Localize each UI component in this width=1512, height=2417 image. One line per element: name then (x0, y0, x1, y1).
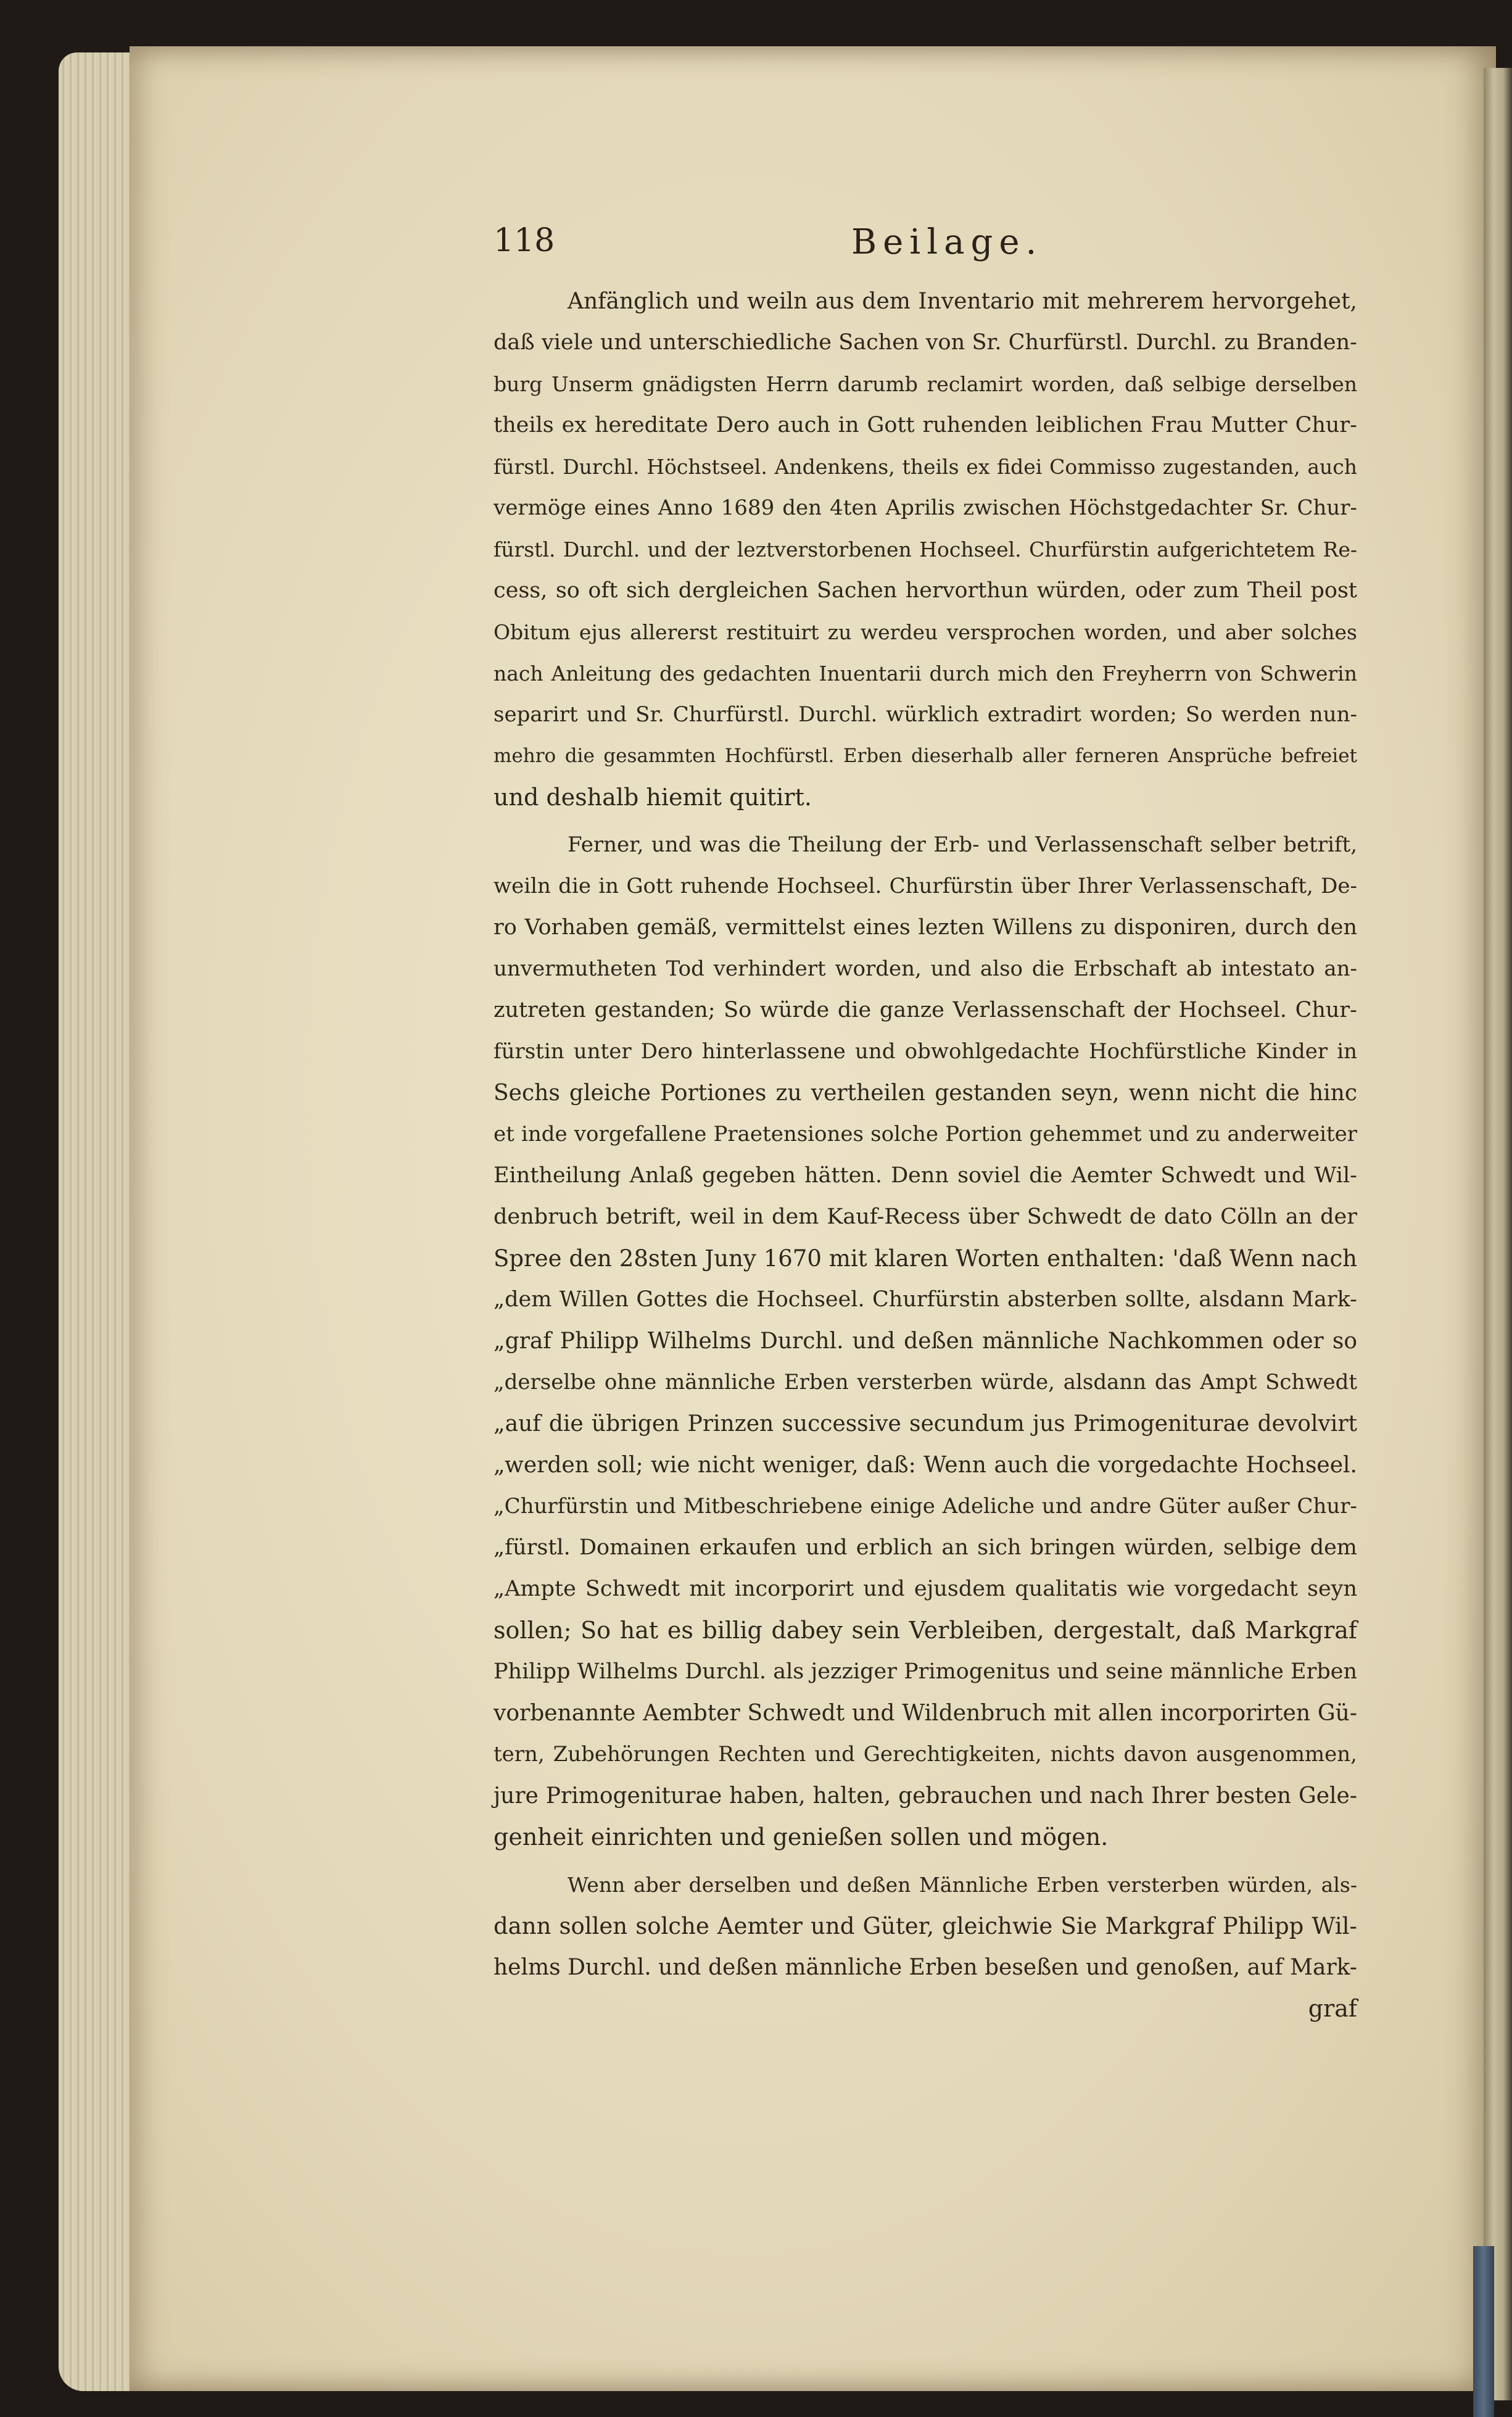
text-line: burg Unserm gnädigsten Herrn darumb reclamirt worden, daß selbige derselben (494, 372, 1357, 396)
text-line: fürstl. Durchl. Höchstseel. Andenkens, theils ex fidei Commisso zugestanden, auch (494, 455, 1357, 479)
text-line: cess, so oft sich dergleichen Sachen hervorthun würden, oder zum Theil post (494, 578, 1357, 603)
text-line: Eintheilung Anlaß gegeben hätten. Denn soviel die Aemter Schwedt und Wil- (494, 1163, 1357, 1188)
text-line: „auf die übrigen Prinzen successive secundum jus Primogeniturae devolvirt (494, 1411, 1357, 1437)
text-line: vorbenannte Aembter Schwedt und Wildenbruch mit allen incorporirten Gü- (494, 1701, 1357, 1726)
text-line: daß viele und unterschiedliche Sachen von Sr. Churfürstl. Durchl. zu Branden- (494, 330, 1357, 355)
bookmark-ribbon (1473, 2246, 1494, 2417)
text-line: fürstl. Durchl. und der leztverstorbenen Hochseel. Churfürstin aufgerichtetem Re- (494, 537, 1357, 562)
text-line: Obitum ejus allererst restituirt zu werdeu versprochen worden, und aber solches (494, 620, 1357, 644)
text-line: denbruch betrift, weil in dem Kauf-Recess über Schwedt de dato Cölln an der (494, 1204, 1357, 1229)
text-line: „Churfürstin und Mitbeschriebene einige Adeliche und andre Güter außer Chur- (494, 1494, 1357, 1519)
facing-page-edge (1484, 68, 1512, 2400)
text-line: Ferner, und was die Theilung der Erb- und Verlassenschaft selber betrift, (568, 832, 1357, 857)
text-line: Wenn aber derselben und deßen Männliche Erben versterben würden, als- (568, 1873, 1357, 1897)
text-line: fürstin unter Dero hinterlassene und obwohlgedachte Hochfürstliche Kinder in (494, 1039, 1357, 1064)
text-line: „derselbe ohne männliche Erben versterben würde, alsdann das Ampt Schwedt (494, 1370, 1357, 1395)
text-line: weiln die in Gott ruhende Hochseel. Churfürstin über Ihrer Verlassenschaft, De- (494, 874, 1357, 898)
text-line: tern, Zubehörungen Rechten und Gerechtigkeiten, nichts davon ausgenommen, (494, 1742, 1357, 1767)
text-line: ro Vorhaben gemäß, vermittelst eines lezten Willens zu disponiren, durch den (494, 915, 1357, 940)
text-line: Sechs gleiche Portiones zu vertheilen gestanden seyn, wenn nicht die hinc (494, 1080, 1357, 1106)
page-number: 118 (494, 222, 555, 259)
running-title: Beilage. (851, 222, 1043, 262)
text-line: und deshalb hiemit quitirt. (494, 784, 812, 811)
text-line: mehro die gesammten Hochfürstl. Erben dieserhalb aller ferneren Ansprüche befreiet (494, 745, 1357, 767)
text-line: „dem Willen Gottes die Hochseel. Churfürstin absterben sollte, alsdann Mark- (494, 1287, 1357, 1312)
text-line: vermöge eines Anno 1689 den 4ten Aprilis zwischen Höchstgedachter Sr. Chur- (494, 495, 1357, 520)
catchword: graf (1308, 1995, 1357, 2022)
text-line: „Ampte Schwedt mit incorporirt und ejusdem qualitatis wie vorgedacht seyn (494, 1577, 1357, 1601)
text-line: zutreten gestanden; So würde die ganze Verlassenschaft der Hochseel. Chur- (494, 998, 1357, 1022)
text-line: jure Primogeniturae haben, halten, gebrauchen und nach Ihrer besten Gele- (494, 1783, 1357, 1809)
text-line: et inde vorgefallene Praetensiones solche Portion gehemmet und zu anderweiter (494, 1122, 1357, 1146)
page-header (494, 222, 1357, 265)
body-text (494, 281, 1357, 2029)
text-line: genheit einrichten und genießen sollen und mögen. (494, 1823, 1109, 1851)
text-line: helms Durchl. und deßen männliche Erben beseßen und genoßen, auf Mark- (494, 1955, 1357, 1980)
text-line: dann sollen solche Aemter und Güter, gleichwie Sie Markgraf Philipp Wil- (494, 1913, 1357, 1939)
text-line: nach Anleitung des gedachten Inuentarii durch mich den Freyherrn von Schwerin (494, 661, 1357, 686)
text-line: „graf Philipp Wilhelms Durchl. und deßen männliche Nachkommen oder so (494, 1329, 1357, 1354)
text-line: Spree den 28sten Juny 1670 mit klaren Worten enthalten: 'daß Wenn nach (494, 1245, 1357, 1272)
text-line: „fürstl. Domainen erkaufen und erblich an sich bringen würden, selbige dem (494, 1535, 1357, 1560)
text-line: Philipp Wilhelms Durchl. als jezziger Primogenitus und seine männliche Erben (494, 1659, 1357, 1684)
text-line: „werden soll; wie nicht weniger, daß: Wenn auch die vorgedachte Hochseel. (494, 1453, 1357, 1478)
text-line: sollen; So hat es billig dabey sein Verbleiben, dergestalt, daß Markgraf (494, 1617, 1357, 1644)
text-line: unvermutheten Tod verhindert worden, und also die Erbschaft ab intestato an- (494, 956, 1357, 981)
text-line: Anfänglich und weiln aus dem Inventario mit mehrerem hervorgehet, (568, 289, 1357, 314)
text-line: theils ex hereditate Dero auch in Gott ruhenden leiblichen Frau Mutter Chur- (494, 413, 1357, 437)
text-line: separirt und Sr. Churfürstl. Durchl. würklich extradirt worden; So werden nun- (494, 702, 1357, 727)
